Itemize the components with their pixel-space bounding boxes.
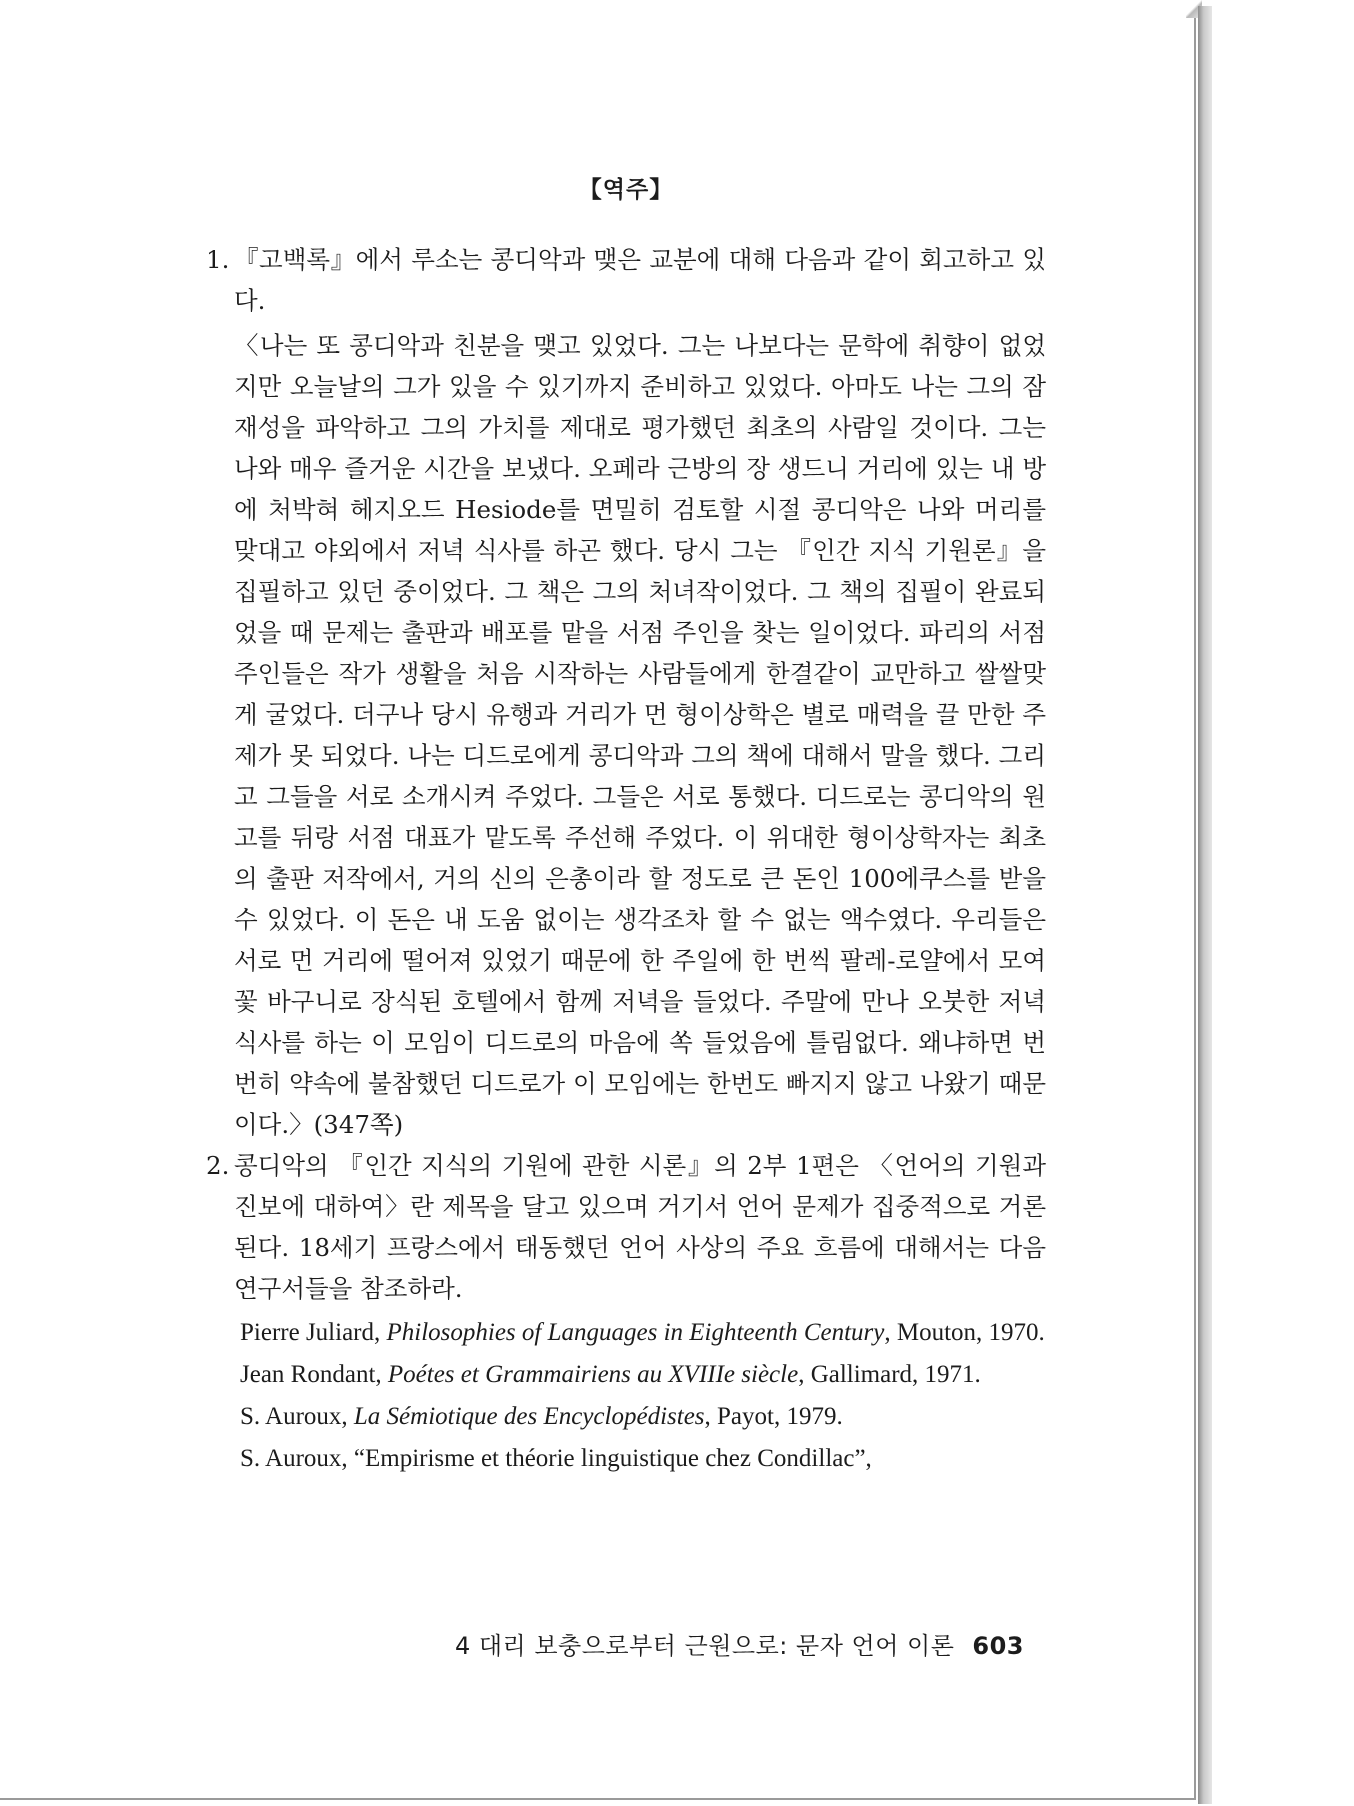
note-number: 2. [206,1151,230,1180]
reference-item: S. Auroux, “Empirisme et théorie linguistique chez Condillac”, [240,1445,872,1472]
page-content [206,170,1046,1481]
translator-note-2 [206,1145,1046,1479]
reference-item: Jean Rondant, Poétes et Grammairiens au XVIIIe siècle, Gallimard, 1971. [240,1361,981,1388]
note-intro: 『고백록』에서 루소는 콩디악과 맺은 교분에 대해 다음과 같이 회고하고 있다. [234,245,1046,315]
reference-item: S. Auroux, La Sémiotique des Encyclopédistes, Payot, 1979. [240,1403,843,1430]
section-heading: 【역주】 [578,177,674,203]
note-intro: 콩디악의 『인간 지식의 기원에 관한 시론』의 2부 1편은 〈언어의 기원과 진보에 대하여〉란 제목을 달고 있으며 거기서 언어 문제가 집중적으로 거론된다. 18세기 프랑스에서 태동했던 언어 사상의 주요 흐름에 대해서는 다음 연구서들을 참조하라. [234,1151,1046,1303]
running-head: 4 대리 보충으로부터 근원으로: 문자 언어 이론 [454,1632,955,1660]
page-edge-shadow [1198,6,1212,1804]
reference-list [240,1313,1046,1479]
page-number: 603 [972,1632,1024,1660]
reference-item: Pierre Juliard, Philosophies of Languages in Eighteenth Century, Mouton, 1970. [240,1319,1045,1346]
translator-note-1 [206,239,1046,1145]
note-quote: 〈나는 또 콩디악과 친분을 맺고 있었다. 그는 나보다는 문학에 취향이 없었지만 오늘날의 그가 있을 수 있기까지 준비하고 있었다. 아마도 나는 그의 잠재성을 파악하고 그의 가치를 제대로 평가했던 최초의 사람일 것이다. 그는 나와 매우 즐거운 시간을 보냈다. 오페라 근방의 장 생드니 거리에 있는 내 방에 처박혀 헤지오드 Hesiode를 면밀히 검토할 시절 콩디악은 나와 머리를 맞대고 야외에서 저녁 식사를 하곤 했다. 당시 그는 『인간 지식 기원론』을 집필하고 있던 중이었다. 그 책은 그의 처녀작이었다. 그 책의 집필이 완료되었을 때 문제는 출판과 배포를 맡을 서점 주인을 찾는 일이었다. 파리의 서점 주인들은 작가 생활을 처음 시작하는 사람들에게 한결같이 교만하고 쌀쌀맞게 굴었다. 더구나 당시 유행과 거리가 먼 형이상학은 별로 매력을 끌 만한 주제가 못 되었다. 나는 디드로에게 콩디악과 그의 책에 대해서 말을 했다. 그리고 그들을 서로 소개시켜 주었다. 그들은 서로 통했다. 디드로는 콩디악의 원고를 뒤랑 서점 대표가 맡도록 주선해 주었다. 이 위대한 형이상학자는 최초의 출판 저작에서, 거의 신의 은총이라 할 정도로 큰 돈인 100에쿠스를 받을 수 있었다. 이 돈은 내 도움 없이는 생각조차 할 수 없는 액수였다. 우리들은 서로 먼 거리에 떨어져 있었기 때문에 한 주일에 한 번씩 팔레-로얄에서 모여 꽃 바구니로 장식된 호텔에서 함께 저녁을 들었다. 주말에 만나 오붓한 저녁 식사를 하는 이 모임이 디드로의 마음에 쏙 들었음에 틀림없다. 왜냐하면 번번히 약속에 불참했던 디드로가 이 모임에는 한번도 빠지지 않고 나왔기 때문이다.〉(347쪽) [234,331,1046,1139]
note-number: 1. [206,245,230,274]
page-footer [434,1626,1024,1661]
